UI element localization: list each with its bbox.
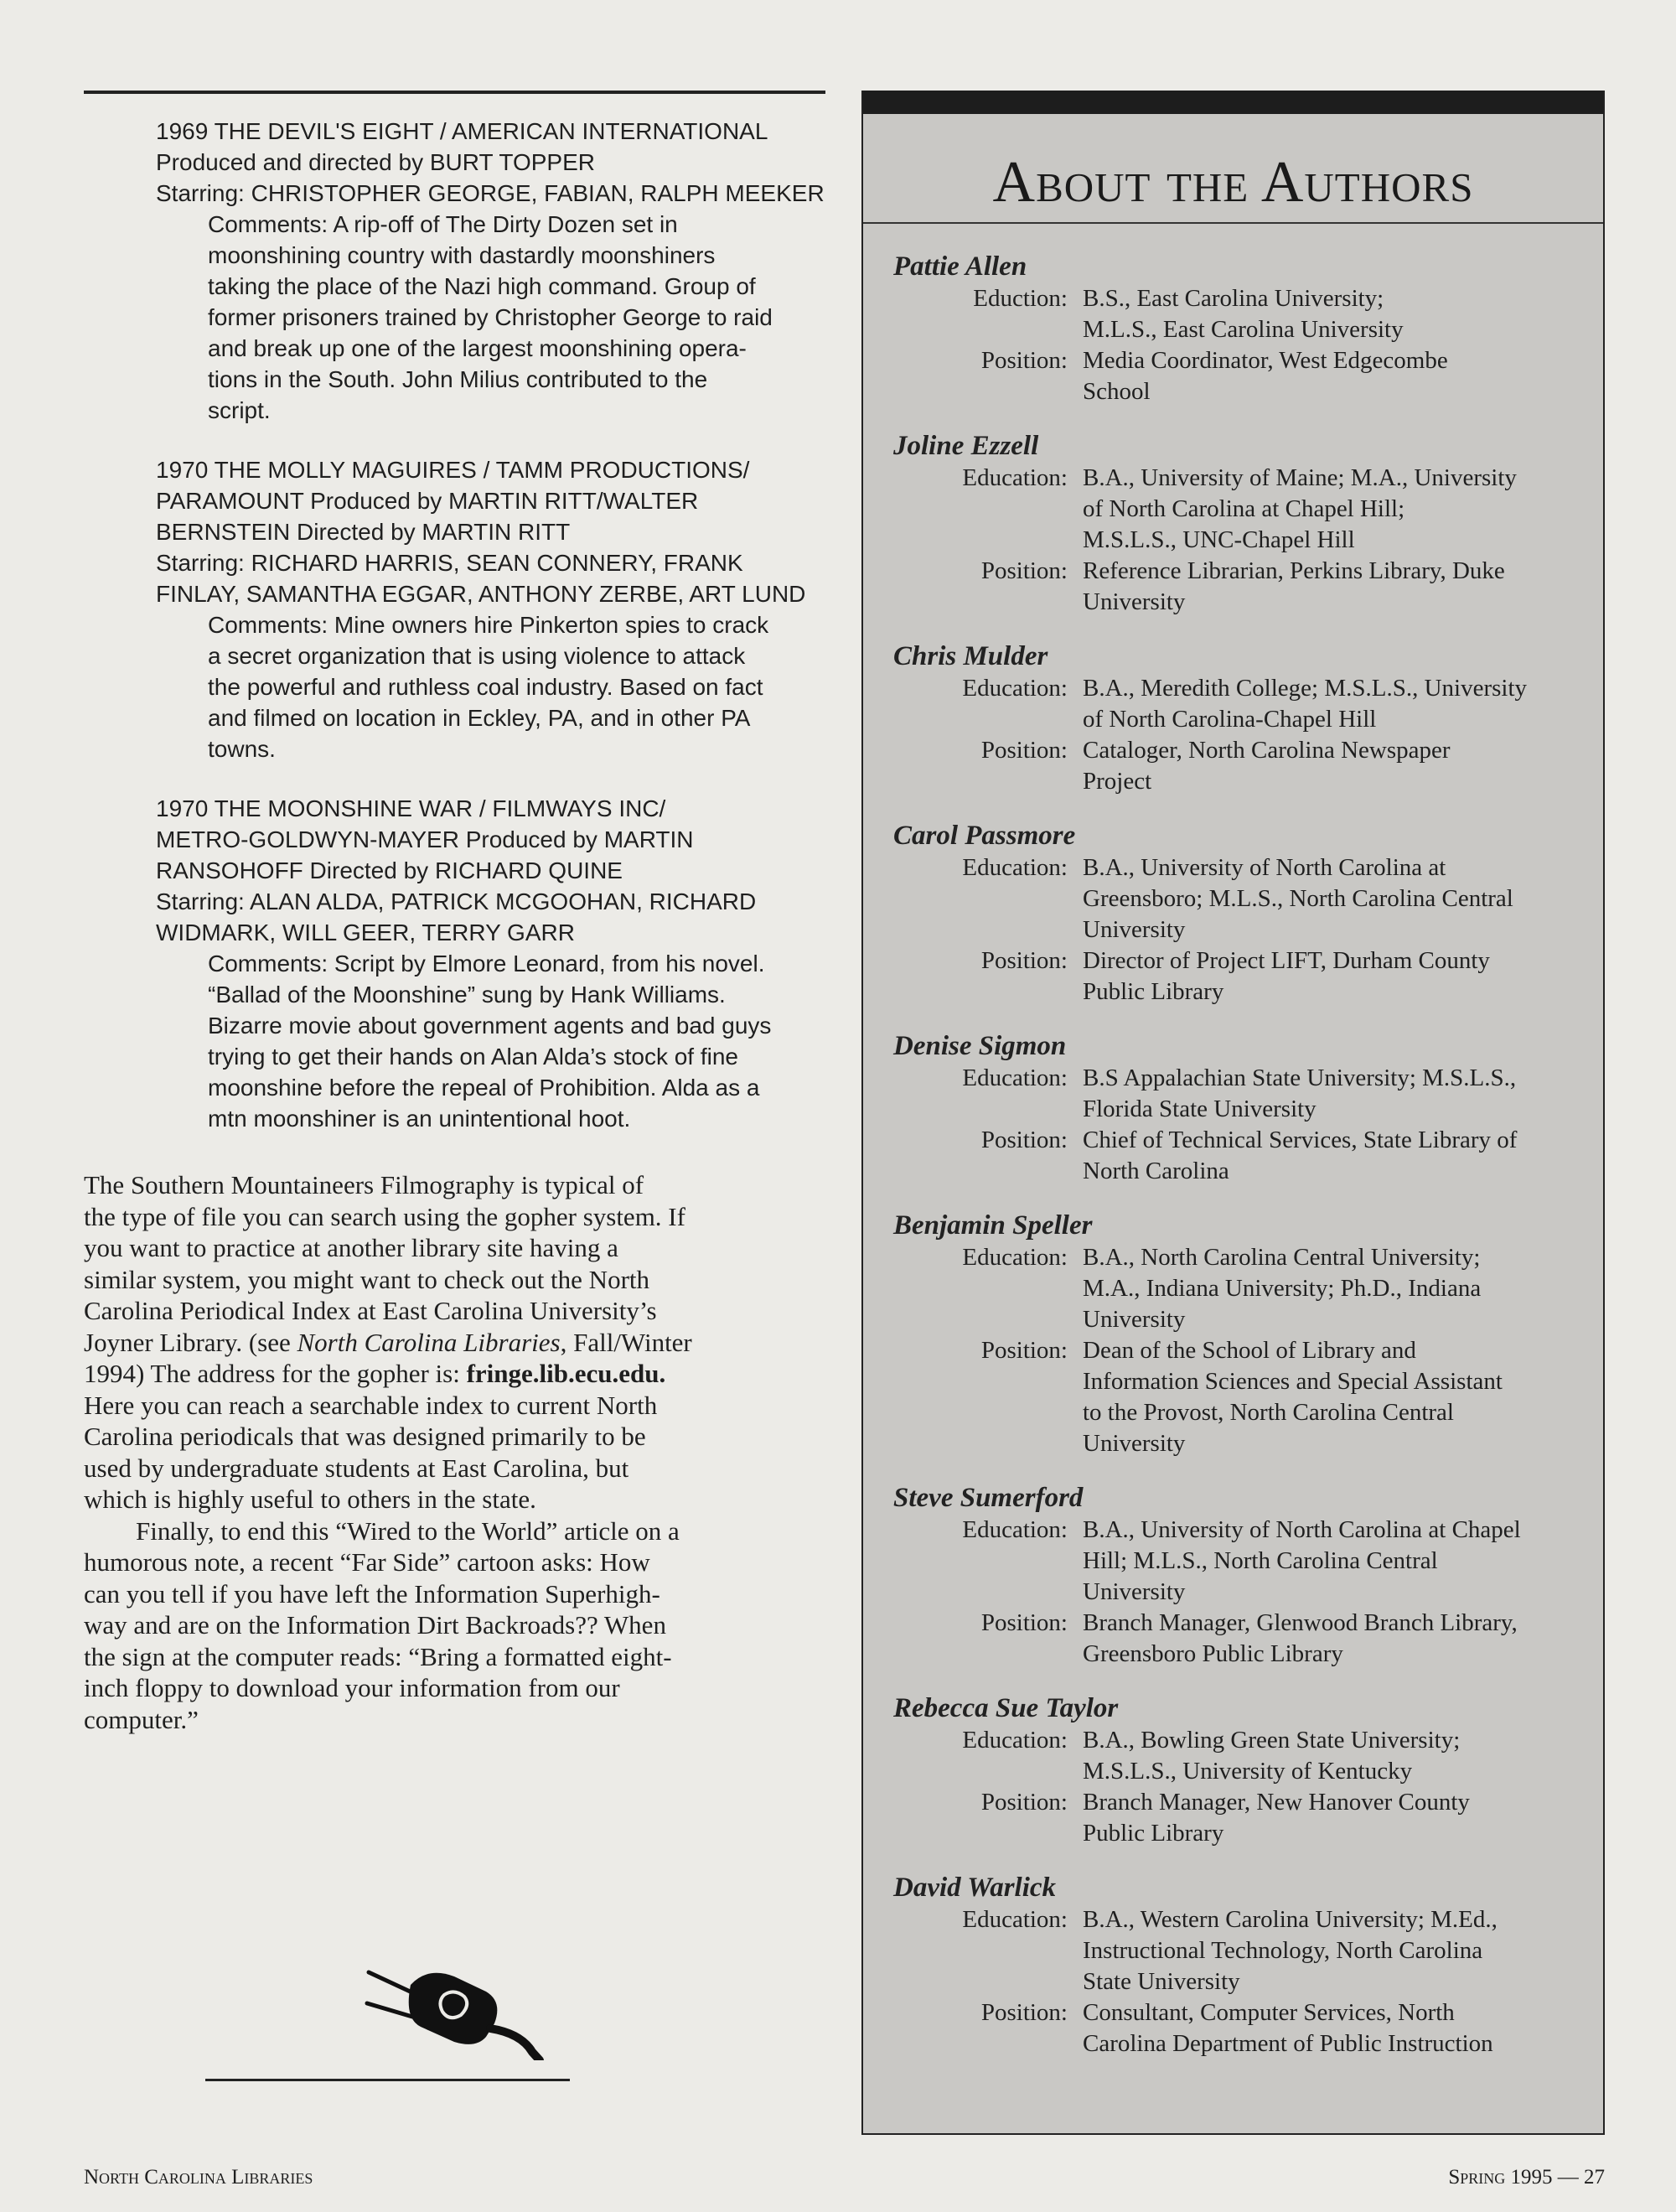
author-entry xyxy=(893,1209,1589,1459)
detail-value xyxy=(1083,1515,1589,1608)
author-detail-row xyxy=(893,945,1589,1008)
paragraph-line: humorous note, a recent “Far Side” cartoon asks: How xyxy=(84,1547,650,1577)
author-entry xyxy=(893,1691,1589,1849)
detail-line: Information Sciences and Special Assistant xyxy=(1083,1368,1503,1395)
author-detail-row xyxy=(893,735,1589,797)
detail-line: B.S., East Carolina University; xyxy=(1083,285,1384,312)
film-credit-line: 1969 THE DEVIL'S EIGHT / AMERICAN INTERNATIONAL xyxy=(156,118,768,144)
paragraph-line: Here you can reach a searchable index to current North xyxy=(84,1390,658,1420)
film-list xyxy=(84,116,825,1134)
film-credit-line: PARAMOUNT Produced by MARTIN RITT/WALTER xyxy=(156,488,699,514)
detail-value xyxy=(1083,556,1589,618)
detail-line: Public Library xyxy=(1083,1820,1224,1847)
author-detail-row xyxy=(893,1608,1589,1670)
detail-line: B.A., University of North Carolina at Chapel xyxy=(1083,1516,1521,1543)
detail-line: Carolina Department of Public Instruction xyxy=(1083,2030,1493,2057)
top-rule xyxy=(84,91,825,94)
paragraph-line: used by undergraduate students at East Carolina, but xyxy=(84,1453,629,1483)
author-detail-row xyxy=(893,1997,1589,2059)
detail-line: Media Coordinator, West Edgecombe xyxy=(1083,347,1448,374)
about-the-authors-sidebar xyxy=(861,91,1605,2135)
detail-line: Public Library xyxy=(1083,978,1224,1005)
paragraph-line: the type of file you can search using the gopher system. If xyxy=(84,1201,685,1231)
film-comment-line: Comments: Script by Elmore Leonard, from his novel. xyxy=(208,951,765,976)
film-comment-line: Comments: Mine owners hire Pinkerton spies to crack xyxy=(208,612,769,638)
detail-value xyxy=(1083,1787,1589,1849)
paragraph-line: Carolina periodicals that was designed primarily to be xyxy=(84,1422,646,1451)
author-detail-row xyxy=(893,1125,1589,1187)
film-comment-line: moonshining country with dastardly moonshiners xyxy=(208,242,716,268)
film-credit-line: RANSOHOFF Directed by RICHARD QUINE xyxy=(156,857,623,883)
paragraph-line xyxy=(84,1327,821,1359)
author-detail-row xyxy=(893,1335,1589,1459)
detail-label: Position: xyxy=(980,557,1068,584)
detail-label: Position: xyxy=(980,947,1068,974)
paragraph-line: Finally, to end this “Wired to the World” article on a xyxy=(136,1515,680,1546)
paragraph-line: inch floppy to download your information from our xyxy=(84,1673,620,1702)
film-credit-line: Starring: CHRISTOPHER GEORGE, FABIAN, RALPH MEEKER xyxy=(156,180,825,206)
detail-line: Branch Manager, Glenwood Branch Library, xyxy=(1083,1609,1518,1636)
electric-plug-icon xyxy=(360,1943,553,2060)
author-entry xyxy=(893,250,1589,407)
detail-label: Education: xyxy=(962,1065,1068,1091)
detail-line: B.A., Bowling Green State University; xyxy=(1083,1727,1461,1754)
text-run: , Fall/Winter xyxy=(560,1327,692,1357)
detail-value xyxy=(1083,1997,1589,2059)
detail-value xyxy=(1083,673,1589,735)
film-credit-line: METRO-GOLDWYN-MAYER Produced by MARTIN xyxy=(156,826,694,852)
paragraph-line: computer.” xyxy=(84,1704,199,1734)
author-entry xyxy=(893,1029,1589,1187)
film-credit-line: Starring: RICHARD HARRIS, SEAN CONNERY, FRANK xyxy=(156,550,743,576)
detail-value xyxy=(1083,1608,1589,1670)
film-comment-line: and filmed on location in Eckley, PA, and in other PA xyxy=(208,705,751,731)
detail-label: Education: xyxy=(962,1244,1068,1271)
detail-value xyxy=(1083,852,1589,945)
detail-label: Education: xyxy=(962,1906,1068,1933)
detail-line: B.A., University of North Carolina at xyxy=(1083,854,1446,881)
detail-label: Position: xyxy=(980,737,1068,764)
author-entry xyxy=(893,640,1589,797)
detail-label: Position: xyxy=(980,347,1068,374)
detail-line: Branch Manager, New Hanover County xyxy=(1083,1789,1470,1816)
sidebar-top-bar xyxy=(863,91,1603,114)
author-entry xyxy=(893,1481,1589,1670)
film-comment-line: the powerful and ruthless coal industry. Based on fact xyxy=(208,674,763,700)
detail-line: of North Carolina-Chapel Hill xyxy=(1083,706,1377,733)
paragraph-line: can you tell if you have left the Information Superhigh- xyxy=(84,1578,660,1608)
author-list xyxy=(893,250,1589,2081)
author-detail-row xyxy=(893,1787,1589,1849)
author-detail-row xyxy=(893,852,1589,945)
author-entry xyxy=(893,429,1589,618)
detail-value xyxy=(1083,1063,1589,1125)
film-comments xyxy=(208,209,821,426)
text-run: Joyner Library. (see xyxy=(84,1327,297,1357)
detail-label: Education: xyxy=(962,854,1068,881)
detail-value xyxy=(1083,283,1589,345)
detail-label: Position: xyxy=(980,1337,1068,1364)
detail-line: B.A., North Carolina Central University; xyxy=(1083,1244,1481,1271)
gopher-address: fringe.lib.ecu.edu. xyxy=(466,1359,666,1388)
detail-line: Chief of Technical Services, State Library of xyxy=(1083,1127,1518,1153)
detail-line: B.A., Meredith College; M.S.L.S., University xyxy=(1083,675,1528,702)
paragraph-line: you want to practice at another library site having a xyxy=(84,1233,618,1262)
author-detail-row xyxy=(893,283,1589,345)
detail-value xyxy=(1083,735,1589,797)
detail-value xyxy=(1083,1242,1589,1335)
author-name: Rebecca Sue Taylor xyxy=(893,1693,1119,1723)
detail-line: Project xyxy=(1083,768,1152,795)
detail-line: University xyxy=(1083,916,1186,943)
film-entry xyxy=(156,454,821,764)
detail-label: Education: xyxy=(962,675,1068,702)
text-run: 1994) The address for the gopher is: xyxy=(84,1359,467,1388)
film-credit-line: WIDMARK, WILL GEER, TERRY GARR xyxy=(156,920,575,945)
detail-line: B.A., Western Carolina University; M.Ed., xyxy=(1083,1906,1498,1933)
author-name: Steve Sumerford xyxy=(893,1483,1084,1513)
detail-label: Education: xyxy=(962,1727,1068,1754)
author-entry xyxy=(893,819,1589,1008)
author-name: Denise Sigmon xyxy=(893,1031,1067,1061)
detail-line: Greensboro; M.L.S., North Carolina Central xyxy=(1083,885,1513,912)
detail-line: North Carolina xyxy=(1083,1158,1229,1184)
detail-line: State University xyxy=(1083,1968,1240,1995)
article-text xyxy=(84,1169,821,1735)
film-comment-line: Bizarre movie about government agents and bad guys xyxy=(208,1013,772,1039)
detail-label: Position: xyxy=(980,1999,1068,2026)
author-detail-row xyxy=(893,1904,1589,1997)
paragraph-line: similar system, you might want to check out the North xyxy=(84,1264,650,1294)
film-comment-line: “Ballad of the Moonshine” sung by Hank Williams. xyxy=(208,982,726,1008)
footer-publication: North Carolina Libraries xyxy=(84,2166,313,2189)
film-comment-line: former prisoners trained by Christopher George to raid xyxy=(208,304,773,330)
detail-line: University xyxy=(1083,588,1186,615)
paragraph-line: The Southern Mountaineers Filmography is typical of xyxy=(84,1170,644,1199)
film-entry xyxy=(156,116,825,426)
sidebar-title: About the Authors xyxy=(992,150,1474,215)
film-credit-line: FINLAY, SAMANTHA EGGAR, ANTHONY ZERBE, ART LUND xyxy=(156,581,806,607)
detail-label: Position: xyxy=(980,1127,1068,1153)
detail-line: B.A., University of Maine; M.A., University xyxy=(1083,464,1517,491)
detail-line: Greensboro Public Library xyxy=(1083,1640,1343,1667)
author-detail-row xyxy=(893,1242,1589,1335)
filmography-column xyxy=(84,116,825,1735)
detail-line: to the Provost, North Carolina Central xyxy=(1083,1399,1454,1426)
detail-label: Education: xyxy=(962,464,1068,491)
paragraph-line: Carolina Periodical Index at East Carolina University’s xyxy=(84,1296,657,1325)
detail-label: Education: xyxy=(962,1516,1068,1543)
detail-line: Hill; M.L.S., North Carolina Central xyxy=(1083,1547,1438,1574)
film-credit-line: Starring: ALAN ALDA, PATRICK MCGOOHAN, RICHARD xyxy=(156,888,757,914)
film-credit-line: Produced and directed by BURT TOPPER xyxy=(156,149,595,175)
author-detail-row xyxy=(893,345,1589,407)
detail-line: M.L.S., East Carolina University xyxy=(1083,316,1404,343)
film-comment-line: script. xyxy=(208,397,271,423)
detail-label: Position: xyxy=(980,1609,1068,1636)
detail-label: Eduction: xyxy=(973,285,1068,312)
detail-line: B.S Appalachian State University; M.S.L.S., xyxy=(1083,1065,1517,1091)
film-comments xyxy=(208,609,821,764)
author-name: Benjamin Speller xyxy=(893,1210,1093,1241)
paragraph-line: way and are on the Information Dirt Backroads?? When xyxy=(84,1610,666,1640)
author-detail-row xyxy=(893,463,1589,556)
film-entry xyxy=(156,793,821,1134)
film-comment-line: a secret organization that is using violence to attack xyxy=(208,643,746,669)
detail-line: Director of Project LIFT, Durham County xyxy=(1083,947,1490,974)
paragraph-line xyxy=(84,1358,821,1390)
detail-line: School xyxy=(1083,378,1151,405)
detail-line: of North Carolina at Chapel Hill; xyxy=(1083,495,1405,522)
closing-paragraph xyxy=(84,1515,821,1736)
detail-line: Consultant, Computer Services, North xyxy=(1083,1999,1455,2026)
author-name: Chris Mulder xyxy=(893,641,1048,671)
author-detail-row xyxy=(893,673,1589,735)
paragraph-line: the sign at the computer reads: “Bring a formatted eight- xyxy=(84,1641,672,1671)
film-comment-line: tions in the South. John Milius contributed to the xyxy=(208,366,708,392)
detail-line: Instructional Technology, North Carolina xyxy=(1083,1937,1483,1964)
footer-issue-page: Spring 1995 — 27 xyxy=(1448,2166,1605,2189)
author-name: David Warlick xyxy=(893,1873,1057,1903)
detail-label: Position: xyxy=(980,1789,1068,1816)
detail-line: Reference Librarian, Perkins Library, Duke xyxy=(1083,557,1505,584)
detail-value xyxy=(1083,945,1589,1008)
author-detail-row xyxy=(893,556,1589,618)
author-detail-row xyxy=(893,1063,1589,1125)
sidebar-title-rule xyxy=(863,222,1603,224)
film-credit-line: 1970 THE MOONSHINE WAR / FILMWAYS INC/ xyxy=(156,795,666,821)
author-detail-row xyxy=(893,1725,1589,1787)
film-comments xyxy=(208,948,821,1134)
author-name: Carol Passmore xyxy=(893,821,1076,851)
film-comment-line: taking the place of the Nazi high command. Group of xyxy=(208,273,756,299)
detail-line: M.S.L.S., University of Kentucky xyxy=(1083,1758,1413,1785)
detail-line: M.S.L.S., UNC-Chapel Hill xyxy=(1083,526,1355,553)
detail-value xyxy=(1083,1335,1589,1459)
detail-line: Dean of the School of Library and xyxy=(1083,1337,1416,1364)
detail-line: University xyxy=(1083,1430,1186,1457)
journal-title: North Carolina Libraries xyxy=(297,1327,561,1357)
paragraph-line: which is highly useful to others in the state. xyxy=(84,1484,536,1514)
film-credit-line: 1970 THE MOLLY MAGUIRES / TAMM PRODUCTIONS/ xyxy=(156,457,750,483)
film-comment-line: and break up one of the largest moonshining opera- xyxy=(208,335,747,361)
detail-value xyxy=(1083,463,1589,556)
film-comment-line: mtn moonshiner is an unintentional hoot. xyxy=(208,1106,631,1132)
author-name: Pattie Allen xyxy=(893,251,1027,282)
author-detail-row xyxy=(893,1515,1589,1608)
author-name: Joline Ezzell xyxy=(893,431,1039,461)
detail-line: Cataloger, North Carolina Newspaper xyxy=(1083,737,1451,764)
film-comment-line: towns. xyxy=(208,736,276,762)
bottom-rule xyxy=(205,2079,570,2081)
film-comment-line: trying to get their hands on Alan Alda’s stock of fine xyxy=(208,1044,738,1070)
film-credit-line: BERNSTEIN Directed by MARTIN RITT xyxy=(156,519,571,545)
detail-line: University xyxy=(1083,1578,1186,1605)
film-comment-line: Comments: A rip-off of The Dirty Dozen set in xyxy=(208,211,678,237)
detail-value xyxy=(1083,345,1589,407)
detail-line: University xyxy=(1083,1306,1186,1333)
film-comment-line: moonshine before the repeal of Prohibition. Alda as a xyxy=(208,1075,760,1101)
detail-value xyxy=(1083,1725,1589,1787)
detail-line: Florida State University xyxy=(1083,1096,1316,1122)
detail-line: M.A., Indiana University; Ph.D., Indiana xyxy=(1083,1275,1482,1302)
detail-value xyxy=(1083,1125,1589,1187)
detail-value xyxy=(1083,1904,1589,1997)
author-entry xyxy=(893,1871,1589,2059)
